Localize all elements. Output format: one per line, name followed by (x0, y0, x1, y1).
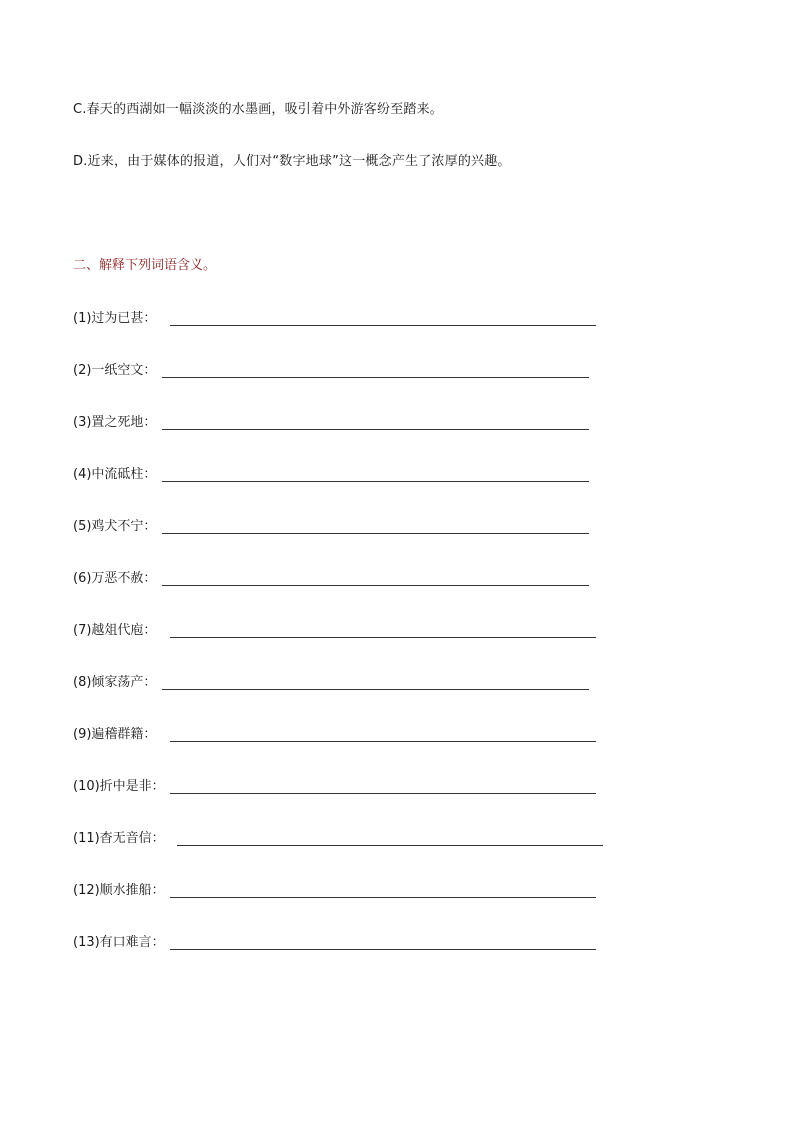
answer-blank[interactable] (162, 377, 589, 378)
item-label: (10)折中是非： (73, 779, 165, 794)
item-label: (12)顺水推船： (73, 883, 165, 898)
item-label: (6)万恶不赦： (73, 571, 157, 586)
item-label: (1)过为已甚： (73, 311, 157, 326)
answer-blank[interactable] (170, 741, 596, 742)
option-d: D.近来，由于媒体的报道，人们对“数字地球”这一概念产生了浓厚的兴趣。 (73, 154, 511, 169)
answer-blank[interactable] (170, 897, 596, 898)
item-label: (3)置之死地： (73, 415, 157, 430)
item-label: (7)越俎代庖： (73, 623, 157, 638)
answer-blank[interactable] (170, 949, 596, 950)
answer-blank[interactable] (162, 533, 589, 534)
answer-blank[interactable] (162, 689, 589, 690)
section-title: 二、解释下列词语含义。 (73, 258, 217, 273)
item-label: (9)遍稽群籍： (73, 727, 157, 742)
answer-blank[interactable] (162, 481, 589, 482)
answer-blank[interactable] (162, 585, 589, 586)
item-label: (13)有口难言： (73, 935, 165, 950)
answer-blank[interactable] (177, 845, 603, 846)
item-label: (5)鸡犬不宁： (73, 519, 157, 534)
item-label: (4)中流砥柱： (73, 467, 157, 482)
answer-blank[interactable] (170, 637, 596, 638)
item-label: (11)杳无音信： (73, 831, 165, 846)
option-c: C.春天的西湖如一幅淡淡的水墨画，吸引着中外游客纷至踏来。 (73, 102, 444, 117)
item-label: (2)一纸空文： (73, 363, 157, 378)
item-label: (8)倾家荡产： (73, 675, 157, 690)
answer-blank[interactable] (162, 429, 589, 430)
answer-blank[interactable] (170, 325, 596, 326)
answer-blank[interactable] (170, 793, 596, 794)
